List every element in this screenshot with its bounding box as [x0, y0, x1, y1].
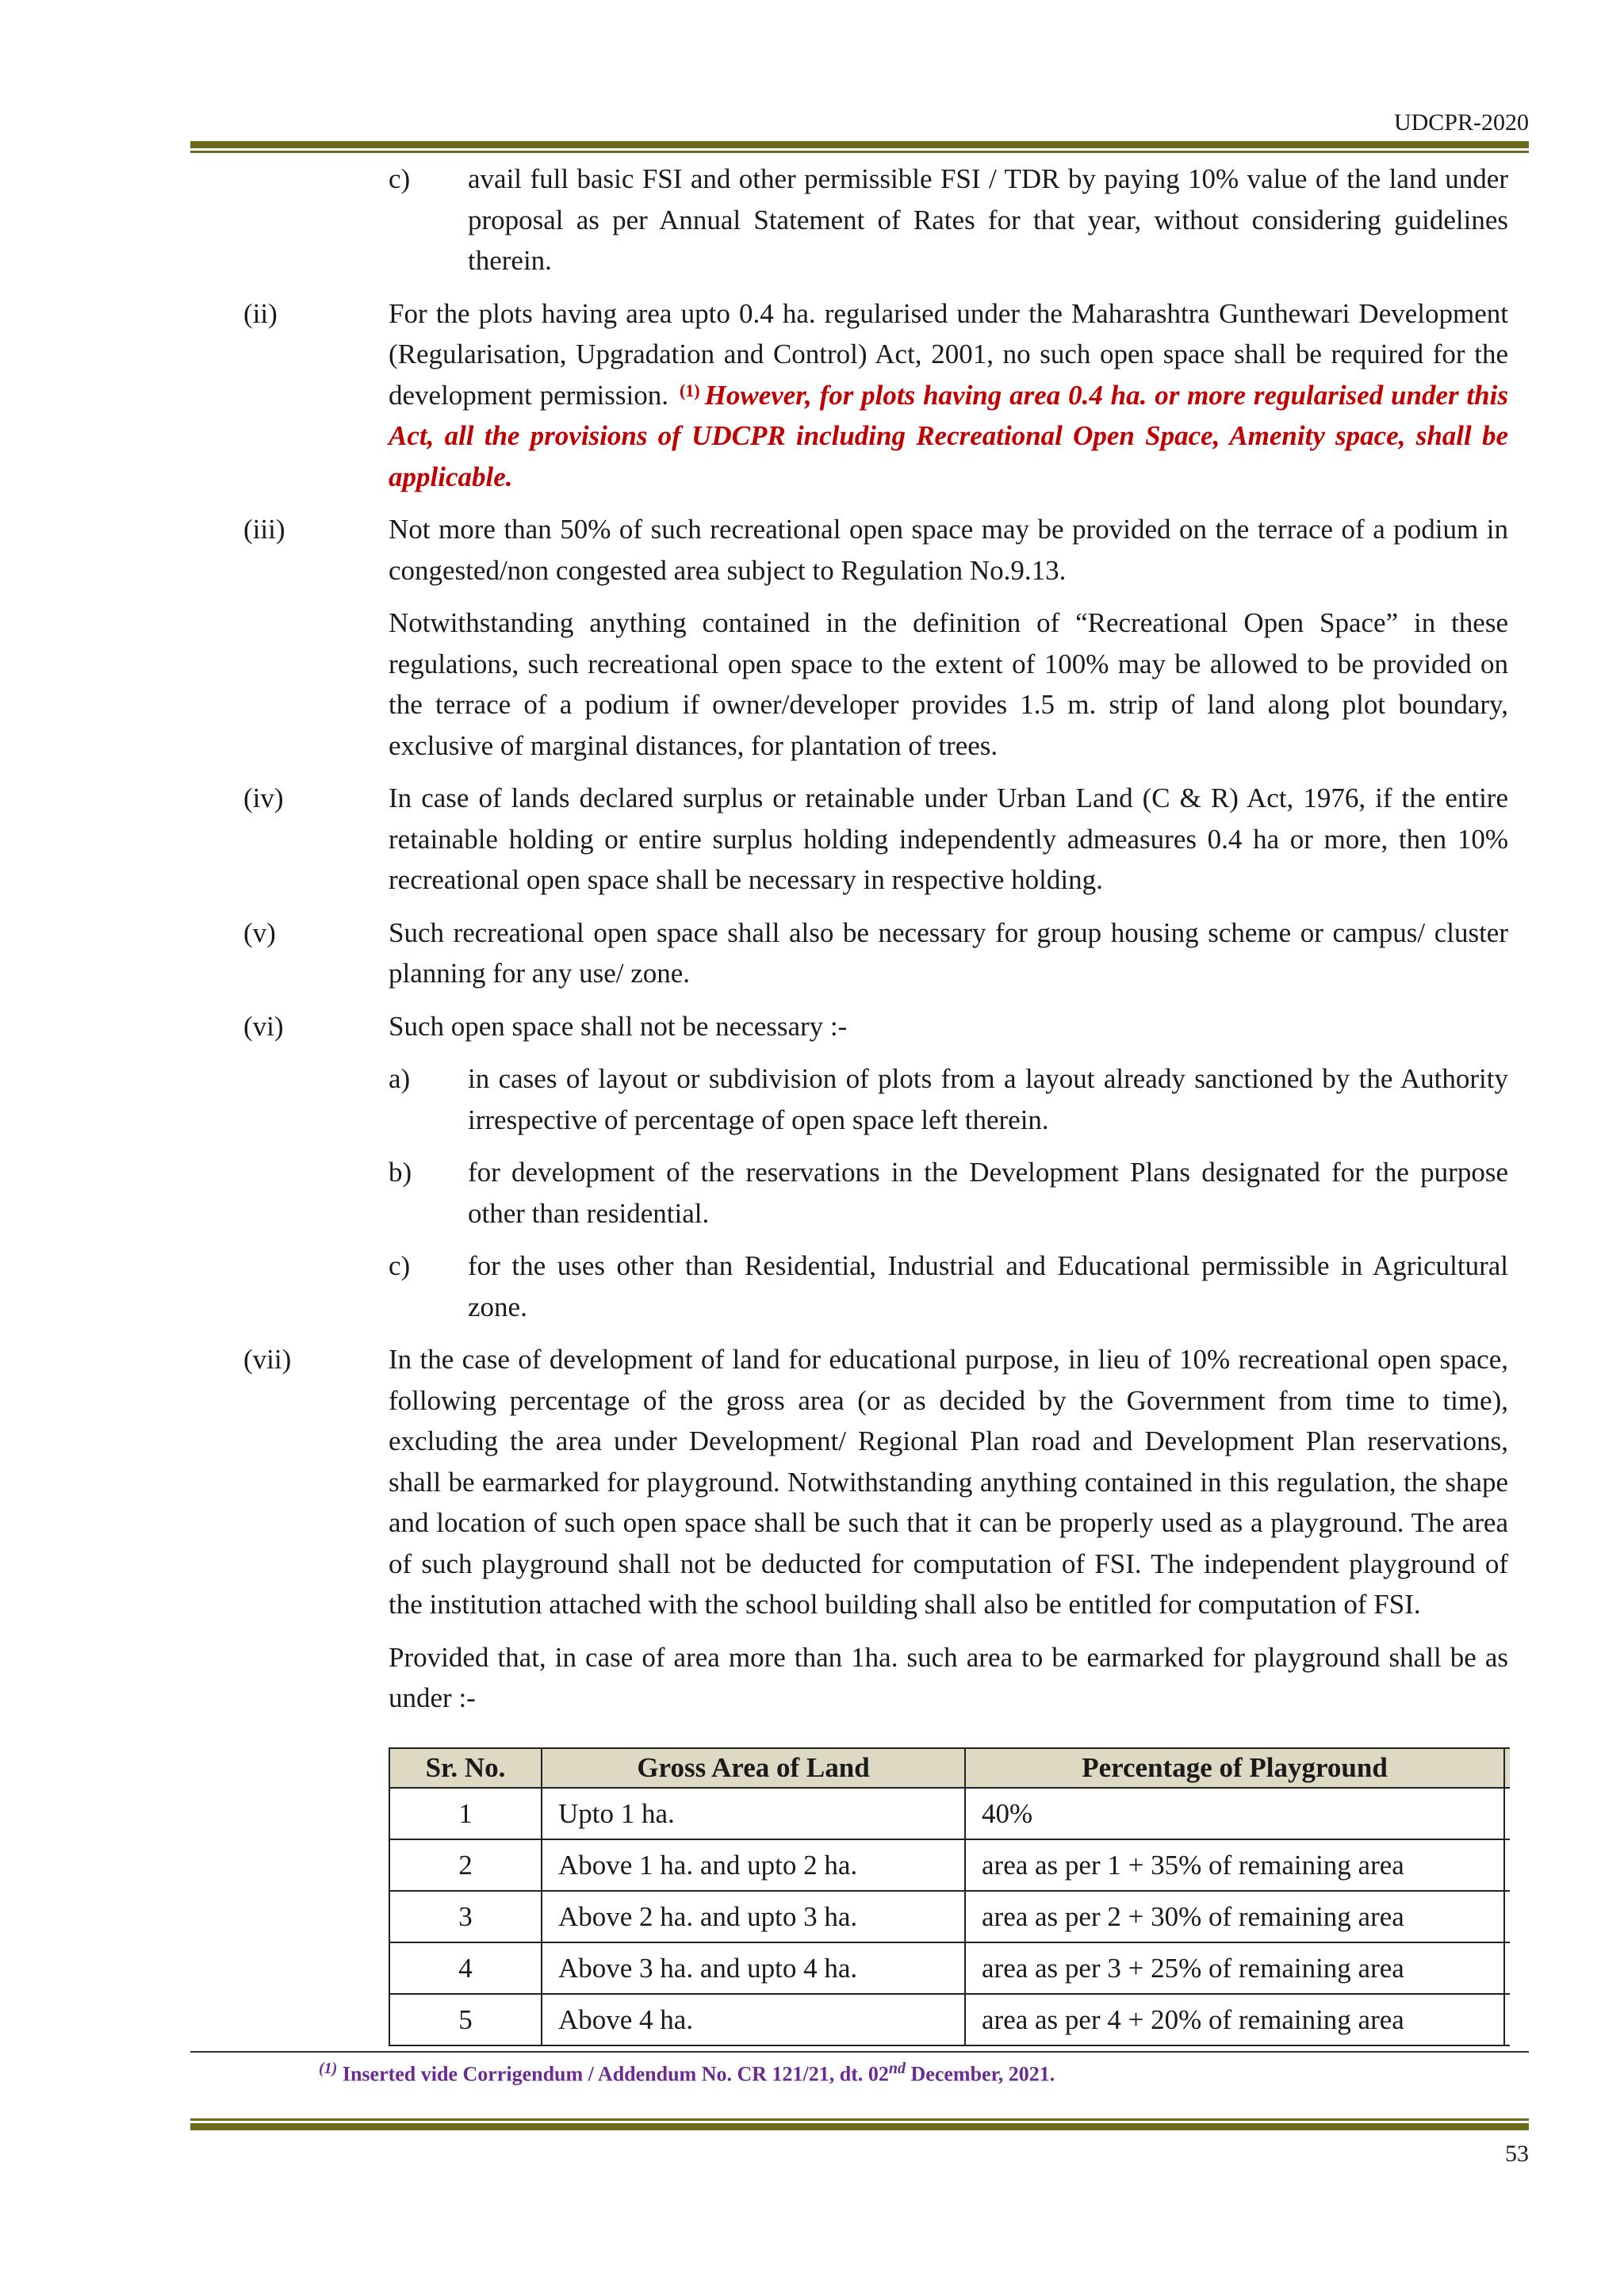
clause-label: a)	[389, 1063, 411, 1094]
table-header-row	[389, 1748, 1510, 1788]
clause-vi-b	[319, 1152, 1508, 1234]
table-cell: Above 2 ha. and upto 3 ha.	[542, 1891, 965, 1942]
table-cell: area as per 2 + 30% of remaining area	[965, 1891, 1504, 1942]
clause-number: (ii)	[243, 297, 278, 329]
table-row	[389, 1891, 1510, 1942]
table-row	[389, 1839, 1510, 1891]
document-code: UDCPR-2020	[1393, 109, 1529, 136]
footnote	[319, 2060, 1055, 2087]
column-header: Sr. No.	[389, 1748, 542, 1788]
header-rule	[190, 141, 1529, 153]
clause-text: Such open space shall not be necessary :-	[389, 1010, 848, 1042]
table-cell: 2	[389, 1839, 542, 1891]
clause-text: For the plots having area upto 0.4 ha. regularised under the Maharashtra Gunthewari Development (Regularisation, Upgradation and Control) Act, 2001, no such open space shall be required for the development permission.	[389, 297, 1508, 411]
clause-vi-a	[319, 1058, 1508, 1140]
clause-text: for development of the reservations in the Development Plans designated for the purpose other than residential.	[468, 1157, 1508, 1229]
clause-iv	[243, 778, 1508, 901]
clause-text-2: Provided that, in case of area more than 1ha. such area to be earmarked for playground shall be as under :-	[389, 1641, 1508, 1713]
clause-vii	[243, 1339, 1508, 1719]
table-row	[389, 1942, 1510, 1994]
table-cell: Above 3 ha. and upto 4 ha.	[542, 1942, 965, 1994]
clause-v	[243, 913, 1508, 994]
clause-number: (v)	[243, 916, 276, 948]
clause-text: In case of lands declared surplus or retainable under Urban Land (C & R) Act, 1976, if the entire retainable holding or entire surplus holding independently admeasures 0.4 ha or more, then 10% recreational open space shall be necessary in respective holding.	[389, 783, 1508, 895]
table-cell: 40%	[965, 1788, 1504, 1839]
footnote-text: Inserted vide Corrigendum / Addendum No. CR 121/21, dt. 02	[342, 2062, 889, 2086]
footer-rule	[190, 2118, 1529, 2130]
table-cell: area as per 3 + 25% of remaining area	[965, 1942, 1504, 1994]
clause-number: (vii)	[243, 1344, 292, 1375]
clause-text: avail full basic FSI and other permissible FSI / TDR by paying 10% value of the land under proposal as per Annual Statement of Rates for that year, without considering guidelines therein.	[468, 163, 1508, 276]
table-row	[389, 1994, 1510, 2045]
table-cell: Above 4 ha.	[542, 1994, 965, 2045]
clause-label: b)	[389, 1157, 412, 1188]
footnote-ordinal: nd	[888, 2060, 906, 2077]
footnote-separator	[190, 2051, 1529, 2053]
amended-text: However, for plots having area 0.4 ha. or more regularised under this Act, all the provisions of UDCPR including Recreational Open Space, Amenity space, shall be applicable.	[389, 379, 1508, 492]
table-cell: Above 1 ha. and upto 2 ha.	[542, 1839, 965, 1891]
clause-label: c)	[389, 1250, 411, 1281]
clause-c-top	[319, 159, 1508, 281]
regulation-text	[243, 159, 1508, 1719]
footnote-reference: (1)	[679, 380, 700, 400]
clause-text: In the case of development of land for educational purpose, in lieu of 10% recreational open space, following percentage of the gross area (or as decided by the Government from time to time), excluding the area under Development/ Regional Plan road and Development Plan reservations, shall be earmarked for playground. Notwithstanding anything contained in this regulation, the shape and location of such open space shall be such that it can be properly used as a playground. The area of such playground shall not be deducted for computation of FSI. The independent playground of the institution attached with the school building shall also be entitled for computation of FSI.	[389, 1344, 1508, 1620]
table-row	[389, 1788, 1510, 1839]
footnote-mark: (1)	[319, 2060, 338, 2077]
table-cell: 5	[389, 1994, 542, 2045]
clause-text: Such recreational open space shall also be necessary for group housing scheme or campus/ cluster planning for any use/ zone.	[389, 916, 1508, 989]
column-header: Gross Area of Land	[542, 1748, 965, 1788]
clause-iii	[243, 509, 1508, 766]
clause-text: Not more than 50% of such recreational open space may be provided on the terrace of a podium in congested/non congested area subject to Regulation No.9.13.	[389, 514, 1508, 586]
clause-number: (iv)	[243, 783, 284, 813]
clause-vi-c	[319, 1246, 1508, 1327]
table-cell: Upto 1 ha.	[542, 1788, 965, 1839]
clause-number: (iii)	[243, 514, 285, 545]
page-number: 53	[1505, 2141, 1529, 2167]
clause-text: for the uses other than Residential, Industrial and Educational permissible in Agricultural zone.	[468, 1250, 1508, 1322]
clause-vi	[243, 1006, 1508, 1047]
table-cell: area as per 1 + 35% of remaining area	[965, 1839, 1504, 1891]
clause-label: c)	[389, 163, 411, 194]
clause-ii	[243, 293, 1508, 498]
clause-text-2: Notwithstanding anything contained in the definition of “Recreational Open Space” in these regulations, such recreational open space to the extent of 100% may be allowed to be provided on the terrace of a podium if owner/developer provides 1.5 m. strip of land along plot boundary, exclusive of marginal distances, for plantation of trees.	[389, 607, 1508, 761]
table-cell: 3	[389, 1891, 542, 1942]
table-cell: area as per 4 + 20% of remaining area	[965, 1994, 1504, 2045]
table-cell: 4	[389, 1942, 542, 1994]
footnote-text-end: December, 2021.	[910, 2062, 1055, 2086]
clause-text: in cases of layout or subdivision of plots from a layout already sanctioned by the Authority irrespective of percentage of open space left therein.	[468, 1063, 1508, 1135]
playground-table	[389, 1747, 1510, 2046]
table-cell: 1	[389, 1788, 542, 1839]
clause-number: (vi)	[243, 1010, 284, 1042]
column-header: Percentage of Playground	[965, 1748, 1504, 1788]
